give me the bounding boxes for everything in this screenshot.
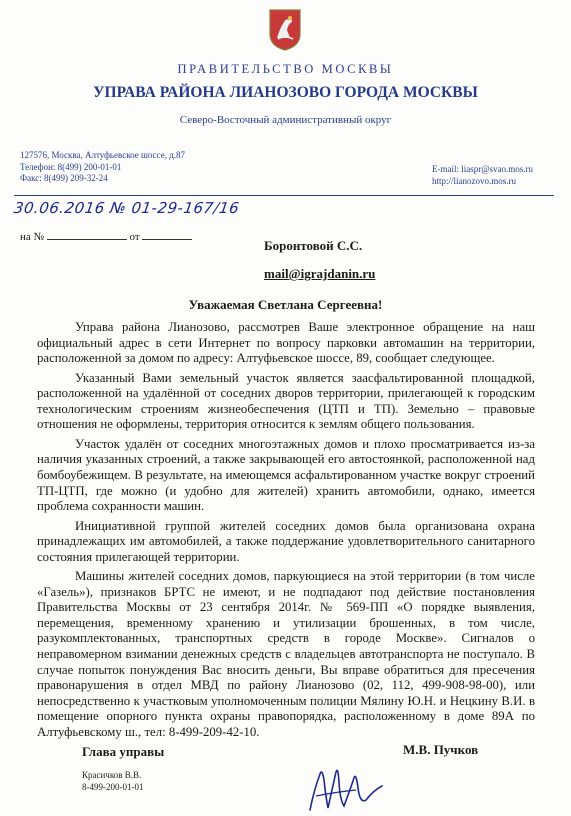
- handwritten-registration: 30.06.2016 № 01-29-167/16: [12, 199, 241, 217]
- body-paragraph: Инициативной группой жителей соседних домов была организована охрана принадлежащих им автомобилей, а также поддержание удовлетворительного санитарного состояния прилегающей территории.: [37, 518, 535, 564]
- signatory-name: М.В. Пучков: [403, 742, 479, 757]
- body-paragraph: Участок удалён от соседних многоэтажных домов и плохо просматривается из-за наличия указанных строений, а также закрывающей его автостоянкой, расположенной над бомбоубежищем. В результате, на имеющемся асфальтированном участке вокруг строений ТП-ЦТП, где можно (и удобно для жителей) хранить автомобили, однако, имеется проблема сохранности машин.: [37, 436, 535, 514]
- signatory-title: Глава управы: [82, 744, 165, 759]
- reference-line: [20, 229, 192, 243]
- recipient-name: Боронтовой С.С.: [264, 238, 363, 253]
- contacts-right: [432, 164, 533, 187]
- recipient-email-link[interactable]: mail@igrajdanin.ru: [264, 266, 376, 281]
- letterhead-divider: [14, 195, 554, 196]
- reference-number-label: на №: [20, 231, 45, 243]
- executor-name: Красичков В.В.: [82, 770, 142, 780]
- government-title: ПРАВИТЕЛЬСТВО МОСКВЫ: [177, 62, 394, 76]
- office-email-link[interactable]: E-mail: liaspr@svao.mos.ru: [432, 164, 534, 174]
- reference-date-label: от: [129, 231, 140, 243]
- handwritten-signature-icon: [296, 760, 396, 814]
- body-paragraph: Управа района Лианозово, рассмотрев Ваше электронное обращение на наш официальный адрес в сети Интернет по вопросу парковки автомашин на территории, расположенной за домом по адресу: Алтуфьевское шоссе, 89, сообщает следующее.: [37, 320, 535, 366]
- office-phone: Телефон: 8(499) 200-01-01: [20, 161, 122, 172]
- office-address: 127576, Москва, Алтуфьевское шоссе, д.87: [20, 150, 186, 160]
- office-website-link[interactable]: http://lianozovo.mos.ru: [432, 175, 516, 186]
- body-paragraph: Указанный Вами земельный участок является заасфальтированной площадкой, расположенной на удалённой от соседних дворов территории, прилегающей к городским технологическим строениям жизнеобеспечения (ЦТП и ТП). Земельно – правовые отношения не оформлены, территория относится к землям общего пользования.: [37, 370, 535, 432]
- contacts-left: [20, 150, 185, 185]
- executor-info: [82, 770, 144, 793]
- reference-date-blank: [142, 229, 192, 240]
- greeting: Уважаемая Светлана Сергеевна!: [188, 297, 383, 312]
- district-subtitle: Северо-Восточный административный округ: [179, 114, 392, 126]
- executor-phone: 8-499-200-01-01: [82, 781, 144, 792]
- letter-body: [37, 320, 535, 744]
- office-fax: Факс: 8(499) 209-32-24: [20, 173, 108, 184]
- reference-number-blank: [47, 229, 127, 240]
- office-title: УПРАВА РАЙОНА ЛИАНОЗОВО ГОРОДА МОСКВЫ: [93, 84, 478, 101]
- moscow-coat-of-arms-icon: [268, 8, 302, 52]
- body-paragraph: Машины жителей соседних домов, паркующиеся на этой территории (в том числе «Газель»), признаков БРТС не имеют, и не подпадают под действие постановления Правительства Москвы от 23 сентября 2014г. № 569-ПП «О порядке выявления, перемещения, временному хранению и утилизации брошенных, в том числе, разукомплектованных, транспортных средств в городе Москве». Сигналов о неправомерном взимании денежных средств с владельцев автотранспорта не поступало. В случае попыток понуждения Вас вносить деньги, Вы вправе обратиться для пресечения правонарушения в отдел МВД по району Лианозово (02, 112, 499-908-98-00), или непосредственно к участковым уполномоченным полиции Мялину Ю.Н. и Нецкину В.И. в помещение опорного пункта охраны правопорядка, расположенному в доме 89А по Алтуфьевскому ш., тел: 8-499-209-42-10.: [37, 569, 535, 740]
